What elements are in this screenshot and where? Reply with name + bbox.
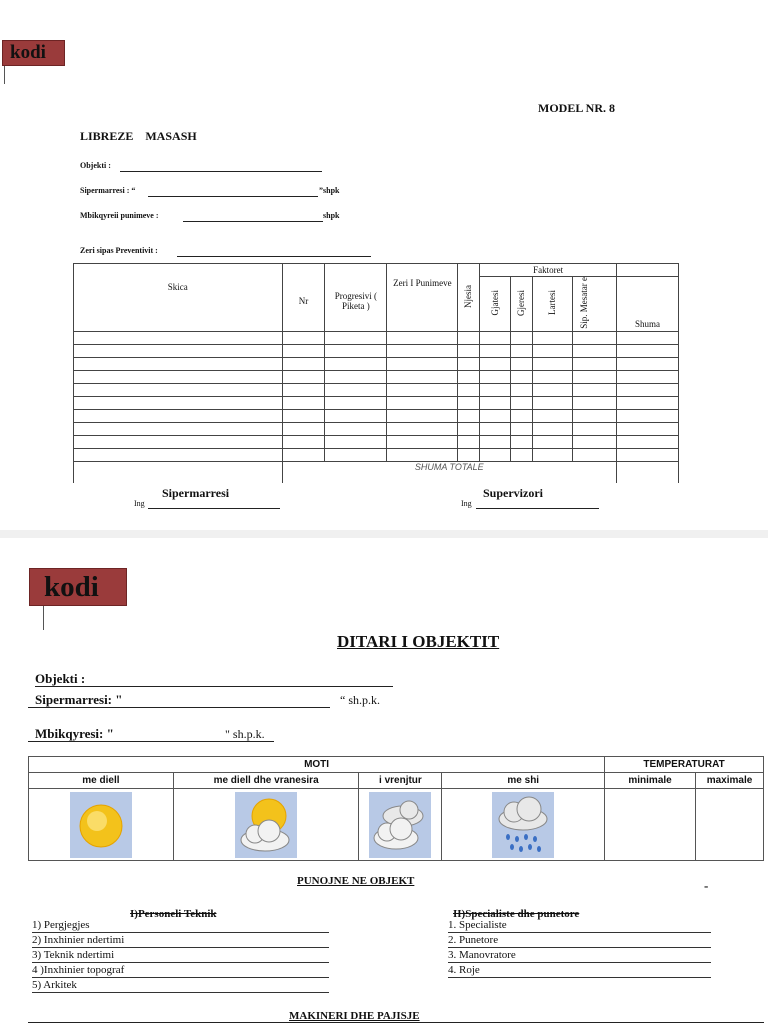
table-cell[interactable] bbox=[325, 344, 387, 357]
partly-cloudy-icon bbox=[235, 792, 297, 858]
table-cell[interactable] bbox=[458, 344, 480, 357]
sip-mesatare-header: Sip. Mesatar e bbox=[573, 277, 617, 332]
table-cell[interactable] bbox=[511, 370, 533, 383]
table-cell[interactable] bbox=[387, 422, 458, 435]
table-cell[interactable] bbox=[282, 448, 325, 461]
sipermarresi-field[interactable] bbox=[28, 693, 330, 708]
sipermarresi-ing-label: Ing bbox=[134, 499, 145, 508]
table-cell[interactable] bbox=[573, 357, 617, 370]
table-cell[interactable] bbox=[480, 448, 511, 461]
rain-icon bbox=[492, 792, 554, 858]
table-cell[interactable] bbox=[387, 435, 458, 448]
total-row bbox=[74, 461, 679, 483]
table-cell[interactable] bbox=[74, 357, 283, 370]
table-cell[interactable] bbox=[573, 331, 617, 344]
table-cell[interactable] bbox=[480, 409, 511, 422]
sipermarresi-suffix: ”shpk bbox=[319, 186, 340, 195]
shuma-top bbox=[617, 264, 679, 277]
table-cell[interactable] bbox=[511, 448, 533, 461]
table-cell[interactable] bbox=[573, 448, 617, 461]
table-cell[interactable] bbox=[458, 370, 480, 383]
table-row bbox=[74, 370, 679, 383]
table-cell[interactable] bbox=[573, 409, 617, 422]
temperaturat-header: TEMPERATURAT bbox=[605, 757, 764, 773]
kodi-logo: kodi bbox=[2, 40, 65, 66]
table-row bbox=[74, 409, 679, 422]
supervizori-signature-line[interactable] bbox=[476, 497, 599, 509]
table-cell[interactable] bbox=[617, 331, 679, 344]
table-cell[interactable] bbox=[480, 435, 511, 448]
table-cell[interactable] bbox=[74, 435, 283, 448]
table-cell[interactable] bbox=[74, 383, 283, 396]
table-row bbox=[74, 331, 679, 344]
me-diell-header: me diell bbox=[29, 773, 174, 789]
table-cell[interactable] bbox=[387, 344, 458, 357]
table-cell[interactable] bbox=[617, 448, 679, 461]
table-cell[interactable] bbox=[573, 383, 617, 396]
njesia-header: Njesia bbox=[458, 264, 480, 332]
table-cell[interactable] bbox=[282, 383, 325, 396]
table-row bbox=[74, 435, 679, 448]
table-cell[interactable] bbox=[480, 357, 511, 370]
table-cell[interactable] bbox=[74, 396, 283, 409]
table-cell[interactable] bbox=[573, 422, 617, 435]
objekti-label: Objekti : bbox=[80, 161, 111, 170]
table-cell[interactable] bbox=[480, 370, 511, 383]
model-number: MODEL NR. 8 bbox=[538, 101, 616, 115]
table-cell[interactable] bbox=[325, 331, 387, 344]
sipermarresi-field[interactable] bbox=[148, 184, 318, 197]
table-cell[interactable] bbox=[533, 331, 573, 344]
list-item: 5) Arkitek bbox=[32, 979, 329, 993]
supervizori-signature-title: Supervizori bbox=[483, 486, 543, 500]
objekti-field[interactable] bbox=[120, 159, 322, 172]
table-cell[interactable] bbox=[387, 383, 458, 396]
sipermarresi-suffix: “ sh.p.k. bbox=[340, 693, 380, 707]
page-title: DITARI I OBJEKTIT bbox=[337, 632, 500, 651]
table-row bbox=[74, 396, 679, 409]
zeri-field[interactable] bbox=[177, 244, 371, 257]
table-row bbox=[74, 448, 679, 461]
table-cell[interactable] bbox=[458, 331, 480, 344]
table-cell[interactable] bbox=[325, 409, 387, 422]
list-item: 3. Manovratore bbox=[448, 949, 711, 963]
mbikqyresi-field[interactable] bbox=[183, 209, 323, 222]
table-cell[interactable] bbox=[480, 396, 511, 409]
table-cell[interactable] bbox=[533, 409, 573, 422]
i-vrenjtur-header: i vrenjtur bbox=[359, 773, 442, 789]
total-row-skica bbox=[74, 461, 283, 483]
table-cell[interactable] bbox=[573, 396, 617, 409]
table-cell[interactable] bbox=[387, 357, 458, 370]
specialiste-heading: II)Specialiste dhe punetore bbox=[453, 908, 580, 920]
table-cell[interactable] bbox=[458, 448, 480, 461]
table-row bbox=[74, 383, 679, 396]
list-item: 4. Roje bbox=[448, 964, 711, 978]
gjatesi-header: Gjatesi bbox=[480, 277, 511, 332]
table-cell[interactable] bbox=[387, 448, 458, 461]
sipermarresi-signature-line[interactable] bbox=[148, 497, 280, 509]
table-cell[interactable] bbox=[74, 409, 283, 422]
page-title: LIBREZE MASASH bbox=[80, 129, 197, 143]
table-cell[interactable] bbox=[458, 409, 480, 422]
table-cell[interactable] bbox=[533, 448, 573, 461]
table-cell[interactable] bbox=[325, 435, 387, 448]
table-cell[interactable] bbox=[458, 396, 480, 409]
personeli-heading: I)Personeli Teknik bbox=[130, 908, 217, 920]
table-cell[interactable] bbox=[282, 344, 325, 357]
table-cell[interactable] bbox=[573, 344, 617, 357]
table-cell[interactable] bbox=[533, 370, 573, 383]
table-cell[interactable] bbox=[282, 396, 325, 409]
table-cell[interactable] bbox=[511, 422, 533, 435]
table-cell[interactable] bbox=[511, 331, 533, 344]
sunny-cell[interactable] bbox=[29, 789, 174, 861]
table-cell[interactable] bbox=[282, 409, 325, 422]
table-row bbox=[74, 422, 679, 435]
table-cell[interactable] bbox=[325, 357, 387, 370]
lartesi-header: Lartesi bbox=[533, 277, 573, 332]
page-ditari-objektit bbox=[0, 538, 768, 1024]
list-item: 1) Pergjegjes bbox=[32, 919, 329, 933]
zeri-label: Zeri sipas Preventivit : bbox=[80, 246, 158, 255]
table-cell[interactable] bbox=[480, 344, 511, 357]
table-cell[interactable] bbox=[325, 383, 387, 396]
table-cell[interactable] bbox=[74, 370, 283, 383]
table-cell[interactable] bbox=[480, 331, 511, 344]
table-cell[interactable] bbox=[511, 435, 533, 448]
me-diell-vranesira-header: me diell dhe vranesira bbox=[173, 773, 359, 789]
partly-cloudy-cell[interactable] bbox=[173, 789, 359, 861]
supervizori-ing-label: Ing bbox=[461, 499, 472, 508]
table-cell[interactable] bbox=[617, 396, 679, 409]
table-cell[interactable] bbox=[282, 370, 325, 383]
table-cell[interactable] bbox=[325, 370, 387, 383]
table-cell[interactable] bbox=[74, 448, 283, 461]
table-cell[interactable] bbox=[573, 435, 617, 448]
minimale-header: minimale bbox=[605, 773, 696, 789]
table-cell[interactable] bbox=[617, 435, 679, 448]
cloudy-cell[interactable] bbox=[359, 789, 442, 861]
table-cell[interactable] bbox=[480, 383, 511, 396]
table-cell[interactable] bbox=[533, 422, 573, 435]
kodi-logo: kodi bbox=[29, 568, 127, 606]
makineri-heading: MAKINERI DHE PAJISJE bbox=[289, 1010, 420, 1022]
table-cell[interactable] bbox=[617, 370, 679, 383]
sipermarresi-label: Sipermarresi : “ bbox=[80, 186, 136, 195]
table-cell[interactable] bbox=[387, 396, 458, 409]
table-cell[interactable] bbox=[511, 396, 533, 409]
table-cell[interactable] bbox=[387, 331, 458, 344]
mbikqyresi-suffix: " sh.p.k. bbox=[225, 727, 265, 741]
list-item: 2) Inxhinier ndertimi bbox=[32, 934, 329, 948]
table-cell[interactable] bbox=[511, 344, 533, 357]
maximale-header: maximale bbox=[696, 773, 764, 789]
table-cell[interactable] bbox=[617, 344, 679, 357]
table-cell[interactable] bbox=[74, 331, 283, 344]
table-cell[interactable] bbox=[458, 357, 480, 370]
list-item: 2. Punetore bbox=[448, 934, 711, 948]
table-row bbox=[74, 357, 679, 370]
table-cell[interactable] bbox=[533, 435, 573, 448]
objekti-label: Objekti : bbox=[35, 671, 86, 686]
table-row bbox=[74, 344, 679, 357]
me-shi-header: me shi bbox=[442, 773, 605, 789]
table-cell[interactable] bbox=[533, 383, 573, 396]
table-cell[interactable] bbox=[74, 344, 283, 357]
cloudy-icon bbox=[369, 792, 431, 858]
shuma-header: Shuma bbox=[617, 277, 679, 332]
sipermarresi-signature-title: Sipermarresi bbox=[162, 486, 230, 500]
table-cell[interactable] bbox=[533, 357, 573, 370]
list-item: 3) Teknik ndertimi bbox=[32, 949, 329, 963]
sipermarresi-label: Sipermarresi: " bbox=[35, 692, 123, 707]
list-item: 4 )Inxhinier topograf bbox=[32, 964, 329, 978]
mbikqyresi-label: Mbikqyreii punimeve : bbox=[80, 211, 159, 220]
table-cell[interactable] bbox=[511, 383, 533, 396]
logo-tick bbox=[43, 606, 44, 630]
rain-cell[interactable] bbox=[442, 789, 605, 861]
table-cell[interactable] bbox=[458, 435, 480, 448]
weather-table bbox=[28, 756, 764, 861]
total-value-cell[interactable] bbox=[617, 461, 679, 483]
dash-mark: - bbox=[704, 878, 709, 893]
measurement-table bbox=[73, 263, 679, 483]
table-cell[interactable] bbox=[282, 435, 325, 448]
gjeresi-header: Gjeresi bbox=[511, 277, 533, 332]
table-cell[interactable] bbox=[282, 357, 325, 370]
table-cell[interactable] bbox=[458, 383, 480, 396]
table-cell[interactable] bbox=[480, 422, 511, 435]
table-cell[interactable] bbox=[282, 422, 325, 435]
sun-icon bbox=[70, 792, 132, 858]
punojne-heading: PUNOJNE NE OBJEKT bbox=[297, 875, 415, 887]
table-cell[interactable] bbox=[282, 331, 325, 344]
table-cell[interactable] bbox=[325, 448, 387, 461]
progresivi-header: Progresivi ( Piketa ) bbox=[325, 264, 387, 332]
table-cell[interactable] bbox=[458, 422, 480, 435]
list-item: 1. Specialiste bbox=[448, 919, 711, 933]
skica-header: Skica bbox=[74, 264, 283, 332]
table-cell[interactable] bbox=[511, 357, 533, 370]
zeri-punimeve-header: Zeri I Punimeve bbox=[387, 264, 458, 332]
table-cell[interactable] bbox=[533, 344, 573, 357]
maximale-value-cell[interactable] bbox=[696, 789, 764, 861]
table-cell[interactable] bbox=[533, 396, 573, 409]
table-cell[interactable] bbox=[387, 409, 458, 422]
table-cell[interactable] bbox=[617, 383, 679, 396]
table-cell[interactable] bbox=[573, 370, 617, 383]
mbikqyresi-suffix: shpk bbox=[323, 211, 340, 220]
table-cell[interactable] bbox=[617, 409, 679, 422]
faktoret-header: Faktoret bbox=[480, 264, 617, 277]
table-cell[interactable] bbox=[617, 357, 679, 370]
table-cell[interactable] bbox=[617, 422, 679, 435]
total-label: SHUMA TOTALE bbox=[282, 461, 617, 483]
nr-header: Nr bbox=[282, 264, 325, 332]
logo-tick bbox=[4, 66, 5, 84]
moti-header: MOTI bbox=[29, 757, 605, 773]
table-cell[interactable] bbox=[387, 370, 458, 383]
minimale-value-cell[interactable] bbox=[605, 789, 696, 861]
table-cell[interactable] bbox=[74, 422, 283, 435]
table-cell[interactable] bbox=[325, 396, 387, 409]
objekti-field[interactable] bbox=[35, 672, 393, 687]
table-cell[interactable] bbox=[511, 409, 533, 422]
table-cell[interactable] bbox=[325, 422, 387, 435]
mbikqyresi-label: Mbikqyresi: " bbox=[35, 726, 114, 741]
